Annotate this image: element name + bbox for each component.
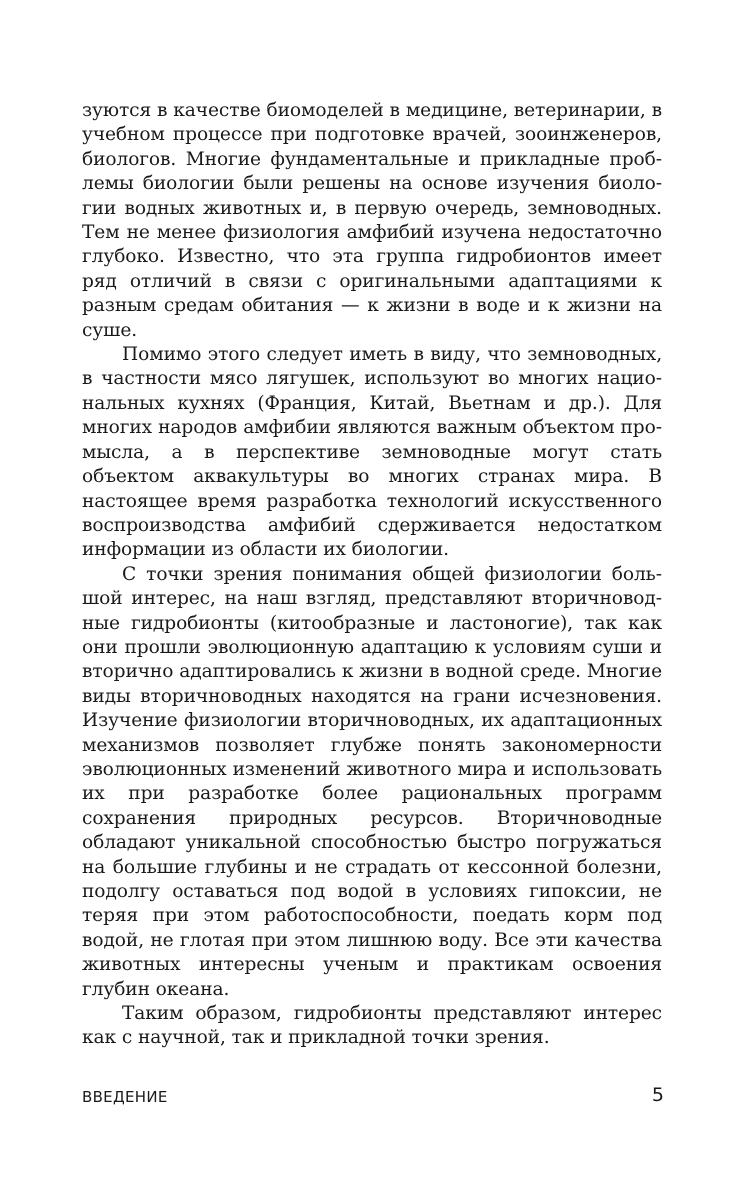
paragraph-1: зуются в качестве биомоделей в медицине, ветеринарии, в учебном процессе при подготовке врачей, зооинженеров, биологов. Многие фундаментальные и прикладные проблемы биологии были решены на основе изучения биологии водных животных и, в первую очередь, земноводных. Тем не менее физиология амфибий изучена недостаточно глубоко. Известно, что эта группа гидробионтов имеет ряд отличий в связи с оригинальными адаптациями к разным средам обитания — к жизни в воде и к жизни на суше.: [82, 100, 662, 341]
page-body: [82, 99, 662, 1051]
running-footer-section-title: ВВЕДЕНИЕ: [82, 1088, 168, 1106]
paragraph-3: С точки зрения понимания общей физиологии большой интерес, на наш взгляд, представляют вторичноводные гидробионты (китообразные и ластоногие), так как они прошли эволюционную адаптацию к условиям суши и вторично адаптировались к жизни в водной среде. Многие виды вторичноводных находятся на грани исчезновения. Изучение физиологии вторичноводных, их адаптационных механизмов позволяет глубже понять закономерности эволюционных изменений животного мира и использовать их при разработке более рациональных программ сохранения природных ресурсов. Вторичноводные обладают уникальной способностью быстро погружаться на большие глубины и не страдать от кессонной болезни, подолгу оставаться под водой в условиях гипоксии, не теряя при этом работоспособности, поедать корм под водой, не глотая при этом лишнюю воду. Все эти качества животных интересны ученым и практикам освоения глубин океана.: [82, 563, 662, 1000]
page-number: 5: [651, 1084, 664, 1106]
paragraph-2: Помимо этого следует иметь в виду, что земноводных, в частности мясо лягушек, используют во многих национальных кухнях (Франция, Китай, Вьетнам и др.). Для многих народов амфибии являются важным объектом промысла, а в перспективе земноводные могут стать объектом аквакультуры во многих странах мира. В настоящее время разработка технологий искусственного воспроизводства амфибий сдерживается недостатком информации из области их биологии.: [82, 344, 662, 561]
paragraph-4: Таким образом, гидробионты представляют интерес как с научной, так и прикладной точки зрения.: [82, 1003, 662, 1049]
